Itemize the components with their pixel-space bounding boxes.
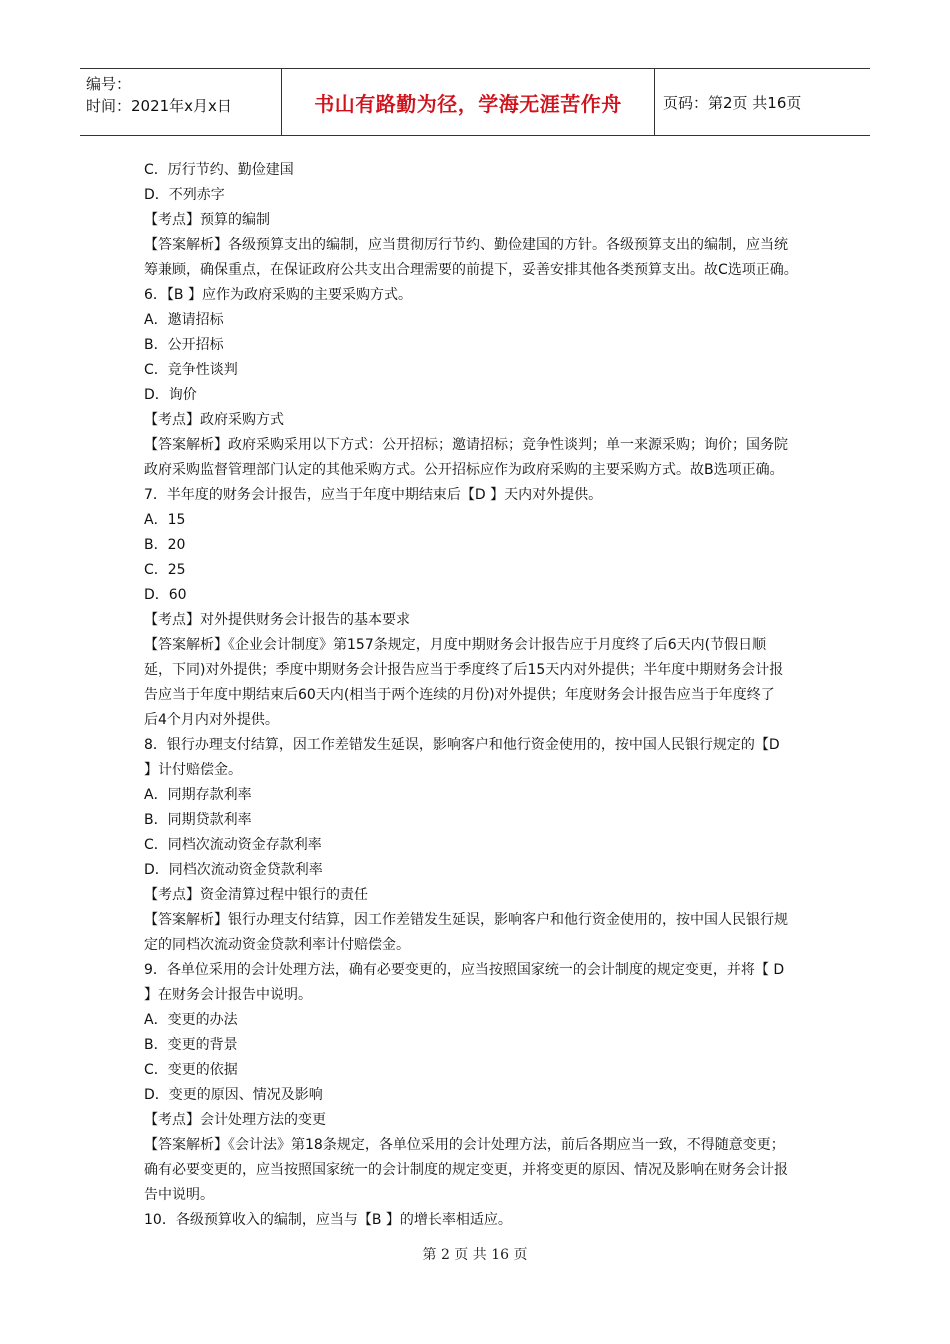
text-line: D．询价 — [144, 387, 197, 403]
text-line: 【考点】对外提供财务会计报告的基本要求 — [144, 612, 410, 628]
page-header — [80, 68, 870, 136]
text-line: C．同档次流动资金存款利率 — [144, 837, 322, 853]
text-line: C．变更的依据 — [144, 1062, 238, 1078]
text-line: 延，下同)对外提供；季度中期财务会计报告应当于季度终了后15天内对外提供；半年度中期财务会计报 — [144, 662, 784, 678]
text-line: 9．各单位采用的会计处理方法，确有必要变更的，应当按照国家统一的会计制度的规定变更，并将【 D — [144, 962, 785, 978]
text-line: A．邀请招标 — [144, 312, 224, 328]
text-line: 6．【B 】应作为政府采购的主要采购方式。 — [144, 287, 412, 303]
text-line: D．不列赤字 — [144, 187, 225, 203]
text-line: A．同期存款利率 — [144, 787, 252, 803]
text-line: D．同档次流动资金贷款利率 — [144, 862, 323, 878]
text-line: C．25 — [144, 562, 186, 578]
text-line: A．15 — [144, 512, 186, 528]
text-line: 告应当于年度中期结束后60天内(相当于两个连续的月份)对外提供；年度财务会计报告应当于年度终了 — [144, 687, 775, 703]
text-line: 】在财务会计报告中说明。 — [144, 987, 312, 1003]
text-line: 【答案解析】银行办理支付结算，因工作差错发生延误，影响客户和他行资金使用的，按中国人民银行规 — [144, 912, 788, 928]
text-line: B．变更的背景 — [144, 1037, 238, 1053]
text-line: D．变更的原因、情况及影响 — [144, 1087, 323, 1103]
text-line: 定的同档次流动资金贷款利率计付赔偿金。 — [144, 937, 410, 953]
text-line: 筹兼顾，确保重点，在保证政府公共支出合理需要的前提下，妥善安排其他各类预算支出。故C选项正确。 — [144, 262, 798, 278]
text-line: 【考点】资金清算过程中银行的责任 — [144, 887, 368, 903]
text-line: B．公开招标 — [144, 337, 224, 353]
text-line: 7．半年度的财务会计报告，应当于年度中期结束后【D 】天内对外提供。 — [144, 487, 603, 503]
header-page-code: 页码：第2页 共16页 — [663, 93, 802, 112]
text-line: C．竞争性谈判 — [144, 362, 238, 378]
text-line: A．变更的办法 — [144, 1012, 238, 1028]
text-line: 政府采购监督管理部门认定的其他采购方式。公开招标应作为政府采购的主要采购方式。故B选项正确。 — [144, 462, 784, 478]
text-line: B．同期贷款利率 — [144, 812, 252, 828]
text-line: 后4个月内对外提供。 — [144, 712, 279, 728]
text-line: 【考点】预算的编制 — [144, 212, 270, 228]
text-line: 8．银行办理支付结算，因工作差错发生延误，影响客户和他行资金使用的，按中国人民银行规定的【D — [144, 737, 780, 753]
text-line: 【答案解析】《会计法》第18条规定，各单位采用的会计处理方法，前后各期应当一致，不得随意变更； — [144, 1137, 785, 1153]
document-time: 时间：2021年x月x日 — [86, 97, 232, 115]
text-line: 【答案解析】《企业会计制度》第157条规定，月度中期财务会计报告应于月度终了后6天内(节假日顺 — [144, 637, 767, 653]
text-line: 】计付赔偿金。 — [144, 762, 242, 778]
text-line: 10．各级预算收入的编制，应当与【B 】的增长率相适应。 — [144, 1212, 512, 1228]
text-line: 【考点】政府采购方式 — [144, 412, 284, 428]
document-number-label: 编号： — [86, 75, 132, 93]
text-line: B．20 — [144, 537, 186, 553]
text-line: 【考点】会计处理方法的变更 — [144, 1112, 326, 1128]
text-line: D．60 — [144, 587, 187, 603]
header-meta — [80, 69, 282, 135]
document-body — [144, 158, 816, 1233]
header-motto: 书山有路勤为径，学海无涯苦作舟 — [282, 69, 655, 135]
text-line: 确有必要变更的，应当按照国家统一的会计制度的规定变更，并将变更的原因、情况及影响在财务会计报 — [144, 1162, 788, 1178]
text-line: C．厉行节约、勤俭建国 — [144, 162, 294, 178]
text-line: 【答案解析】各级预算支出的编制，应当贯彻厉行节约、勤俭建国的方针。各级预算支出的编制，应当统 — [144, 237, 788, 253]
text-line: 告中说明。 — [144, 1187, 214, 1203]
page-footer: 第 2 页 共 16 页 — [422, 1247, 528, 1263]
text-line: 【答案解析】政府采购采用以下方式：公开招标；邀请招标；竞争性谈判；单一来源采购；询价；国务院 — [144, 437, 788, 453]
